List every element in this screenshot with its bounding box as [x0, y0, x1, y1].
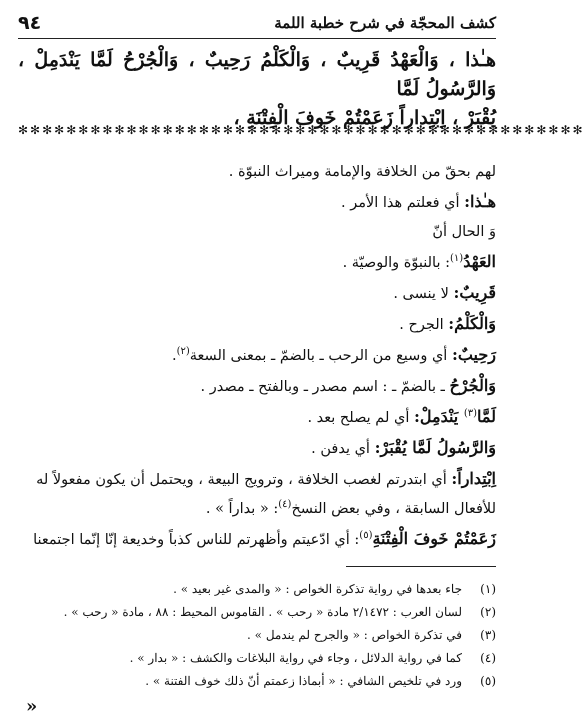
term: وَالْكَلْمُ: [448, 314, 496, 333]
sermon-quote [18, 46, 496, 133]
page-number: ٩٤ [18, 12, 42, 34]
footnote-separator [346, 566, 496, 567]
term: هـٰذا: [464, 192, 496, 211]
term: وَالْجُرْحُ [449, 376, 496, 395]
footnote-number: (٣) [480, 628, 496, 642]
footnote [18, 624, 496, 647]
term: اِبْتِداراً: [451, 469, 496, 488]
paragraph: العَهْدُ$^{(١)}$: بالنبوّة والوصيّة . [342, 252, 496, 271]
paragraph: هـٰذا: أي فعلتم هذا الأمر . [340, 192, 496, 211]
footnote-number: (١) [480, 582, 496, 596]
footnote-ref[interactable]: (٥) [359, 530, 373, 542]
running-title: كشف المحجّة في شرح خطبة اللمة [274, 14, 496, 32]
paragraph: وَالْجُرْحُ ـ بالضمّ ـ : اسم مصدر ـ وبالفتح ـ مصدر . [200, 376, 496, 395]
footnote-number: (٥) [480, 674, 496, 688]
footnote-text: لسان العرب : ٢/١٤٧٢ مادة « رحب » . القاموس المحيط : ٨٨ ، مادة « رحب » . [63, 605, 462, 619]
star-divider: ✻✻✻✻✻✻✻✻✻✻✻✻✻✻✻✻✻✻✻✻✻✻✻✻✻✻✻✻✻✻✻✻✻✻✻✻✻✻✻✻✻✻✻✻✻✻✻ [18, 123, 585, 137]
paragraph: قَرِيبٌ: لا ينسى . [393, 283, 496, 302]
term: رَحِيبٌ: [451, 345, 496, 364]
term: العَهْدُ [463, 252, 496, 271]
footnote-number: (٤) [480, 651, 496, 665]
footnote [18, 578, 496, 601]
footnote-number: (٢) [480, 605, 496, 619]
commentary-body [18, 158, 496, 555]
footnote-ref[interactable]: (٤) [278, 499, 292, 511]
footnotes [18, 578, 496, 693]
paragraph: وَالرَّسُولُ لَمَّا يُقْبَرْ: أي يدفن . [311, 438, 496, 457]
footnote-ref[interactable]: (٢) [176, 346, 190, 358]
footnote [18, 601, 496, 624]
paragraph: اِبْتِداراً: أي ابتدرتم لغصب الخلافة ، وترويج البيعة ، ويحتمل أن يكون مفعولاً له للأفعال السابقة ، وفي بعض النسخ$^{(٤)}$: « بداراً » . [36, 469, 496, 517]
term: وَالرَّسُولُ لَمَّا يُقْبَرْ: [374, 438, 496, 457]
term: لَمَّا [477, 407, 496, 426]
footnote-text: في تذكرة الخواص : « والجرح لم يندمل » . [247, 628, 462, 642]
footnote-text: كما في رواية الدلائل ، وجاء في رواية البلاغات والكشف : « بدار » . [129, 651, 462, 665]
paragraph: لهم بحقّ من الخلافة والإمامة وميراث النبوّة . [228, 164, 496, 180]
footnote-ref[interactable]: (٣) [463, 408, 477, 420]
footnote [18, 647, 496, 670]
term: زَعَمْتُمْ خَوفَ الْفِتْنَةِ [372, 529, 496, 548]
footnote [18, 670, 496, 693]
continuation-mark: « [26, 696, 38, 717]
term: يَنْدَمِلْ: [413, 407, 464, 426]
quote-line: يُقْبَرْ ، اِبْتِداراً زَعَمْتُمْ خَوفَ الْفِتْنَةِ ، [233, 107, 496, 129]
paragraph: وَ الحال أنّ [432, 224, 496, 240]
paragraph: لَمَّا$^{(٣)}$ يَنْدَمِلْ: أي لم يصلح بعد . [307, 407, 496, 426]
quote-line: هـٰذا ، وَالْعَهْدُ قَرِيبٌ ، وَالْكَلْمُ رَحِيبٌ ، وَالْجُرْحُ لَمَّا يَنْدَمِلْ ، وَالرَّسُولُ لَمَّا [18, 49, 496, 100]
paragraph: رَحِيبٌ: أي وسيع من الرحب ـ بالضمّ ـ بمعنى السعة$^{(٢)}$. [171, 345, 496, 364]
term: قَرِيبٌ: [453, 283, 496, 302]
footnote-text: جاء بعدها في رواية تذكرة الخواص : « والمدى غير بعيد » . [173, 582, 462, 596]
page-header [18, 8, 496, 39]
footnote-text: ورد في تلخيص الشافي : « أبماذا زعمتم أنّ ذلك خوف الفتنة » . [145, 674, 462, 688]
paragraph: وَالْكَلْمُ: الجرح . [399, 314, 496, 333]
footnote-ref[interactable]: (١) [450, 253, 464, 265]
paragraph: زَعَمْتُمْ خَوفَ الْفِتْنَةِ$^{(٥)}$: أي ادّعيتم وأظهرتم للناس كذباً وخديعة إنّا إنّما اجتمعنا [33, 529, 496, 548]
